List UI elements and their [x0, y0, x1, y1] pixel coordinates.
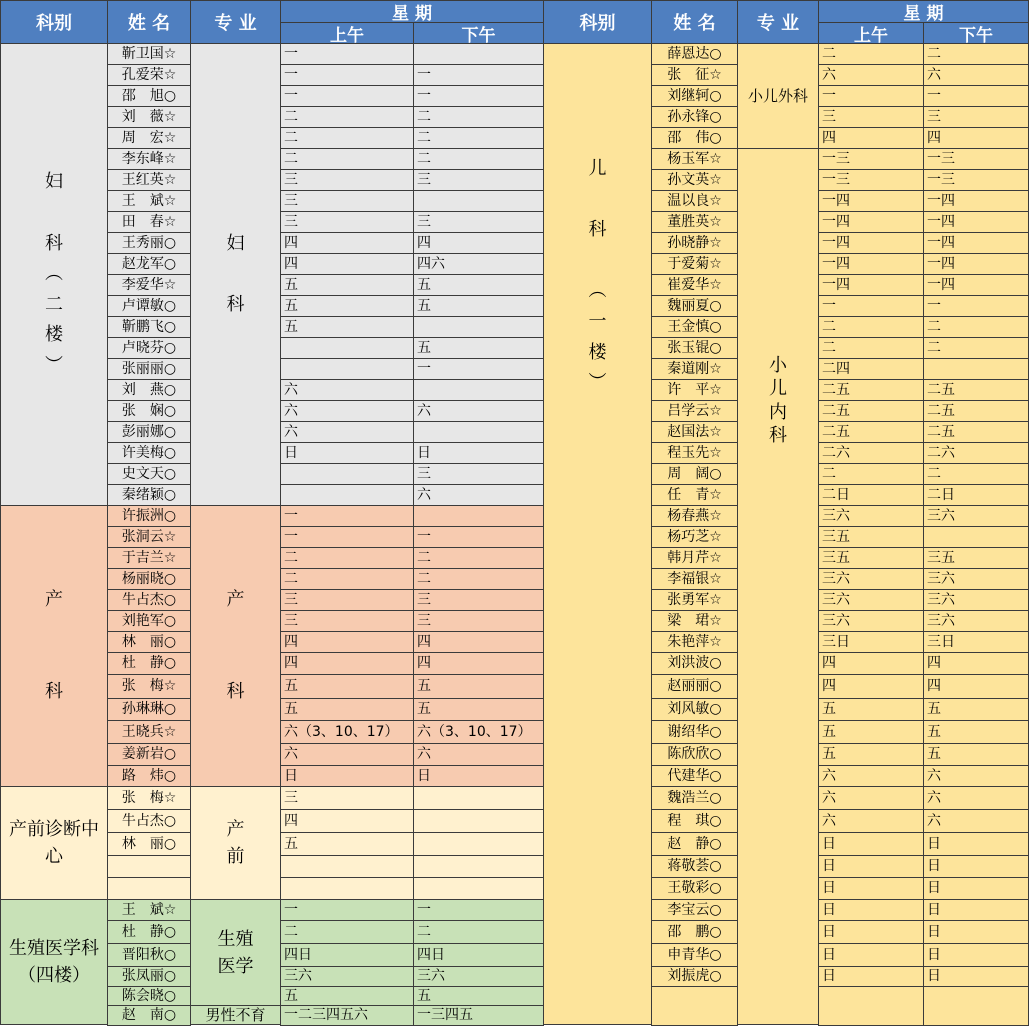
schedule-pm: 三 [413, 211, 544, 233]
schedule-am [818, 986, 924, 1026]
doctor-name: 赵丽丽○ [651, 674, 738, 699]
schedule-am: 一四 [818, 190, 924, 212]
schedule-pm: 三六 [923, 610, 1029, 632]
dept-obstetrics: 产 科 [0, 505, 108, 787]
doctor-name: 孙琳琳○ [107, 698, 191, 721]
schedule-am: 一 [280, 43, 414, 65]
doctor-name: 刘振虎○ [651, 966, 738, 987]
schedule-am: 日 [280, 442, 414, 464]
dept-pediatrics: 儿 科 ︵ 一 楼 ︶ [543, 43, 652, 1025]
schedule-am: 二 [280, 106, 414, 128]
schedule-am: 五 [280, 316, 414, 338]
schedule-am: 二 [280, 148, 414, 170]
doctor-name: 赵 南○ [107, 1005, 191, 1026]
doctor-name [107, 855, 191, 878]
doctor-name: 魏丽夏○ [651, 295, 738, 317]
doctor-name: 路 炜○ [107, 765, 191, 787]
doctor-name: 刘洪波○ [651, 652, 738, 675]
schedule-pm: 四 [923, 127, 1029, 149]
dept-reproductive: 生殖医学科 （四楼） [0, 899, 108, 1025]
schedule-am: 一 [280, 85, 414, 107]
schedule-pm [413, 877, 544, 900]
specialty-prenatal: 产 前 [190, 786, 281, 900]
schedule-pm: 五 [413, 986, 544, 1006]
specialty-pediatric-surgery: 小儿外科 [737, 43, 819, 149]
dept-gynecology: 妇 科 ︵ 二 楼 ︶ [0, 43, 108, 506]
header-dept-right: 科别 [543, 0, 652, 44]
schedule-pm: 一四 [923, 211, 1029, 233]
doctor-name: 彭丽娜○ [107, 421, 191, 443]
header-week-right: 星 期 [818, 0, 1029, 23]
schedule-am: 二六 [818, 442, 924, 464]
doctor-name: 张洞云☆ [107, 526, 191, 548]
schedule-am: 四 [818, 127, 924, 149]
doctor-name: 秦绪颖○ [107, 484, 191, 506]
doctor-name: 薛恩达○ [651, 43, 738, 65]
schedule-am: 三六 [818, 610, 924, 632]
schedule-am: 三五 [818, 547, 924, 569]
schedule-pm: 四 [923, 674, 1029, 699]
doctor-name: 刘风敏○ [651, 698, 738, 721]
schedule-am: 五 [818, 720, 924, 744]
dept-prenatal: 产前诊断中 心 [0, 786, 108, 900]
doctor-name: 朱艳萍☆ [651, 631, 738, 653]
schedule-pm: 日 [413, 765, 544, 787]
schedule-pm: 五 [413, 698, 544, 721]
schedule-am: 一四 [818, 232, 924, 254]
doctor-name: 张凤丽○ [107, 966, 191, 987]
doctor-name: 王秀丽○ [107, 232, 191, 254]
schedule-pm: 一三四五 [413, 1005, 544, 1026]
schedule-am: 一二三四五六 [280, 1005, 414, 1026]
header-name-left: 姓 名 [107, 0, 191, 44]
schedule-pm: 三六 [413, 966, 544, 987]
schedule-pm [923, 526, 1029, 548]
schedule-am: 一 [818, 85, 924, 107]
schedule-pm: 二 [923, 43, 1029, 65]
schedule-pm: 二 [923, 316, 1029, 338]
schedule-am: 五 [280, 832, 414, 856]
schedule-pm: 二五 [923, 400, 1029, 422]
doctor-name: 周 宏☆ [107, 127, 191, 149]
doctor-name: 邵 鹏○ [651, 920, 738, 944]
doctor-name: 王敬彩○ [651, 877, 738, 900]
schedule-am: 四 [280, 631, 414, 653]
schedule-am: 一 [818, 295, 924, 317]
schedule-pm: 一 [923, 85, 1029, 107]
schedule-am: 二 [280, 920, 414, 944]
schedule-pm: 一 [413, 358, 544, 380]
header-pm-right: 下午 [923, 22, 1029, 44]
schedule-am [280, 855, 414, 878]
doctor-name: 张勇军☆ [651, 589, 738, 611]
schedule-am: 一 [280, 899, 414, 921]
doctor-name: 代建华○ [651, 765, 738, 787]
schedule-pm: 一 [923, 295, 1029, 317]
schedule-am: 日 [818, 920, 924, 944]
doctor-name: 牛占杰○ [107, 809, 191, 833]
schedule-am: 六（3、10、17） [280, 720, 414, 744]
schedule-am: 二 [280, 547, 414, 569]
doctor-name: 许美梅○ [107, 442, 191, 464]
doctor-name: 卢谭敏○ [107, 295, 191, 317]
schedule-am: 二 [280, 568, 414, 590]
schedule-pm: 三五 [923, 547, 1029, 569]
schedule-pm: 六 [413, 400, 544, 422]
schedule-am: 五 [280, 274, 414, 296]
schedule-am: 三六 [818, 589, 924, 611]
doctor-name: 孙晓静☆ [651, 232, 738, 254]
schedule-am: 三日 [818, 631, 924, 653]
doctor-name: 王 斌☆ [107, 190, 191, 212]
schedule-pm: 一四 [923, 253, 1029, 275]
doctor-name: 靳鹏飞○ [107, 316, 191, 338]
schedule-am: 六 [818, 765, 924, 787]
doctor-name: 申青华○ [651, 943, 738, 967]
schedule-am: 五 [280, 986, 414, 1006]
schedule-pm [413, 505, 544, 527]
schedule-pm: 一四 [923, 190, 1029, 212]
schedule-pm [413, 832, 544, 856]
header-name-right: 姓 名 [651, 0, 738, 44]
schedule-am: 三六 [280, 966, 414, 987]
header-dept-left: 科别 [0, 0, 108, 44]
doctor-name: 谢绍华○ [651, 720, 738, 744]
schedule-am: 五 [818, 743, 924, 766]
schedule-am: 三 [280, 610, 414, 632]
doctor-name: 王红英☆ [107, 169, 191, 191]
header-am-left: 上午 [280, 22, 414, 44]
schedule-am: 三 [280, 211, 414, 233]
doctor-name: 孙永锋○ [651, 106, 738, 128]
schedule-am: 六 [280, 743, 414, 766]
schedule-pm: 二五 [923, 379, 1029, 401]
schedule-am: 三 [280, 190, 414, 212]
schedule-pm: 一 [413, 64, 544, 86]
specialty-pediatric-internal: 小 儿 内 科 [737, 148, 819, 1025]
doctor-name: 程 琪○ [651, 809, 738, 833]
schedule-am: 五 [280, 674, 414, 699]
doctor-name: 吕学云☆ [651, 400, 738, 422]
doctor-name: 崔爱华☆ [651, 274, 738, 296]
schedule-pm: 日 [923, 855, 1029, 878]
specialty-gynecology: 妇 科 [190, 43, 281, 506]
schedule-pm: 日 [923, 966, 1029, 987]
schedule-am: 日 [818, 899, 924, 921]
doctor-name: 王金慎○ [651, 316, 738, 338]
schedule-pm: 二日 [923, 484, 1029, 506]
schedule-pm: 一三 [923, 148, 1029, 170]
doctor-name: 张丽丽○ [107, 358, 191, 380]
doctor-name: 赵龙军○ [107, 253, 191, 275]
schedule-pm: 二 [923, 337, 1029, 359]
doctor-name: 许振洲○ [107, 505, 191, 527]
doctor-name: 李宝云○ [651, 899, 738, 921]
schedule-am: 三 [280, 169, 414, 191]
schedule-am: 六 [280, 379, 414, 401]
schedule-pm [413, 855, 544, 878]
doctor-name: 田 春☆ [107, 211, 191, 233]
doctor-name: 林 丽○ [107, 832, 191, 856]
doctor-name: 周 阔○ [651, 463, 738, 485]
schedule-pm: 二 [413, 148, 544, 170]
schedule-am: 日 [280, 765, 414, 787]
schedule-am [280, 358, 414, 380]
schedule-am: 三 [280, 786, 414, 810]
schedule-pm: 二 [413, 127, 544, 149]
specialty-reproductive: 生殖 医学 [190, 899, 281, 1006]
schedule-am: 一四 [818, 274, 924, 296]
schedule-am [280, 463, 414, 485]
schedule-pm [413, 421, 544, 443]
doctor-name: 赵 静○ [651, 832, 738, 856]
schedule-pm: 五 [413, 274, 544, 296]
doctor-name [107, 877, 191, 900]
doctor-name: 张 征☆ [651, 64, 738, 86]
doctor-name: 杨春燕☆ [651, 505, 738, 527]
schedule-am: 日 [818, 966, 924, 987]
schedule-pm: 日 [923, 943, 1029, 967]
schedule-am: 四日 [280, 943, 414, 967]
schedule-pm: 五 [923, 698, 1029, 721]
doctor-name: 程玉先☆ [651, 442, 738, 464]
header-specialty-left: 专 业 [190, 0, 281, 44]
schedule-pm: 日 [923, 832, 1029, 856]
schedule-pm: 二 [413, 547, 544, 569]
schedule-pm: 六 [413, 743, 544, 766]
schedule-pm: 一四 [923, 274, 1029, 296]
schedule-am: 一 [280, 505, 414, 527]
doctor-name: 杜 静○ [107, 652, 191, 675]
doctor-name: 刘 燕○ [107, 379, 191, 401]
schedule-am: 二五 [818, 421, 924, 443]
schedule-am [280, 877, 414, 900]
schedule-am: 六 [818, 809, 924, 833]
schedule-am: 四 [818, 674, 924, 699]
schedule-pm: 六 [923, 765, 1029, 787]
doctor-name: 梁 珺☆ [651, 610, 738, 632]
doctor-name: 李东峰☆ [107, 148, 191, 170]
schedule-am: 二五 [818, 379, 924, 401]
schedule-pm: 二 [413, 106, 544, 128]
schedule-am [280, 337, 414, 359]
schedule-pm: 三 [413, 463, 544, 485]
schedule-pm: 三日 [923, 631, 1029, 653]
doctor-name: 刘 薇☆ [107, 106, 191, 128]
schedule-am: 六 [818, 64, 924, 86]
doctor-name [651, 986, 738, 1026]
schedule-am: 二 [818, 337, 924, 359]
schedule-am: 一 [280, 526, 414, 548]
schedule-am: 二 [818, 43, 924, 65]
schedule-am: 三 [818, 106, 924, 128]
doctor-name: 杨玉军☆ [651, 148, 738, 170]
schedule-pm: 五 [413, 337, 544, 359]
doctor-name: 邵 伟○ [651, 127, 738, 149]
schedule-pm: 一三 [923, 169, 1029, 191]
doctor-name: 张 娴○ [107, 400, 191, 422]
schedule-am: 二 [818, 463, 924, 485]
schedule-am: 二 [280, 127, 414, 149]
doctor-name: 赵国法☆ [651, 421, 738, 443]
schedule-pm: 六 [923, 786, 1029, 810]
schedule-am [280, 484, 414, 506]
doctor-name: 陈欣欣○ [651, 743, 738, 766]
doctor-name: 魏浩兰○ [651, 786, 738, 810]
schedule-am: 六 [280, 400, 414, 422]
doctor-name: 任 青☆ [651, 484, 738, 506]
schedule-am: 四 [280, 652, 414, 675]
doctor-name: 杨巧芝☆ [651, 526, 738, 548]
doctor-name: 李爱华☆ [107, 274, 191, 296]
doctor-name: 牛占杰○ [107, 589, 191, 611]
schedule-pm: 四 [413, 232, 544, 254]
schedule-am: 一四 [818, 211, 924, 233]
schedule-pm [413, 190, 544, 212]
schedule-pm: 一 [413, 85, 544, 107]
schedule-am: 日 [818, 943, 924, 967]
doctor-name: 张 梅☆ [107, 786, 191, 810]
doctor-name: 林 丽○ [107, 631, 191, 653]
doctor-name: 董胜英☆ [651, 211, 738, 233]
schedule-am: 三六 [818, 505, 924, 527]
schedule-am: 五 [280, 698, 414, 721]
schedule-am: 一三 [818, 148, 924, 170]
schedule-am: 三六 [818, 568, 924, 590]
doctor-name: 秦道刚☆ [651, 358, 738, 380]
schedule-am: 五 [280, 295, 414, 317]
schedule-pm: 五 [413, 295, 544, 317]
schedule-pm: 三 [923, 106, 1029, 128]
schedule-pm: 二五 [923, 421, 1029, 443]
schedule-pm: 五 [413, 674, 544, 699]
doctor-name: 王晓兵☆ [107, 720, 191, 744]
schedule-am: 一三 [818, 169, 924, 191]
schedule-pm: 三六 [923, 505, 1029, 527]
schedule-pm: 三 [413, 169, 544, 191]
schedule-pm: 六 [923, 809, 1029, 833]
schedule-pm: 六 [413, 484, 544, 506]
doctor-name: 陈会晓○ [107, 986, 191, 1006]
schedule-am: 二日 [818, 484, 924, 506]
schedule-am: 二五 [818, 400, 924, 422]
doctor-name: 蒋敬荟○ [651, 855, 738, 878]
schedule-pm: 六 [923, 64, 1029, 86]
header-specialty-right: 专 业 [737, 0, 819, 44]
schedule-pm [413, 809, 544, 833]
doctor-name: 刘艳军○ [107, 610, 191, 632]
doctor-name: 卢晓芬○ [107, 337, 191, 359]
header-pm-left: 下午 [413, 22, 544, 44]
schedule-pm: 二 [413, 920, 544, 944]
schedule-pm: 二六 [923, 442, 1029, 464]
schedule-am: 六 [818, 786, 924, 810]
schedule-pm: 二 [923, 463, 1029, 485]
schedule-am: 六 [280, 421, 414, 443]
schedule-pm: 四 [923, 652, 1029, 675]
schedule-am: 一四 [818, 253, 924, 275]
schedule-pm: 四六 [413, 253, 544, 275]
doctor-name: 张玉锟○ [651, 337, 738, 359]
header-am-right: 上午 [818, 22, 924, 44]
schedule-pm: 三 [413, 589, 544, 611]
schedule-pm: 三六 [923, 589, 1029, 611]
specialty-obstetrics: 产 科 [190, 505, 281, 787]
doctor-name: 温以良☆ [651, 190, 738, 212]
doctor-name: 张 梅☆ [107, 674, 191, 699]
doctor-name: 靳卫国☆ [107, 43, 191, 65]
doctor-name: 杨丽晓○ [107, 568, 191, 590]
schedule-am: 四 [280, 232, 414, 254]
schedule-am: 日 [818, 877, 924, 900]
schedule-am: 四 [280, 253, 414, 275]
schedule-am: 二四 [818, 358, 924, 380]
schedule-pm [413, 43, 544, 65]
schedule-am: 二 [818, 316, 924, 338]
schedule-pm: 五 [923, 743, 1029, 766]
schedule-am: 三 [280, 589, 414, 611]
schedule-pm [923, 986, 1029, 1026]
doctor-name: 于吉兰☆ [107, 547, 191, 569]
doctor-name: 刘继轲○ [651, 85, 738, 107]
schedule-pm [413, 379, 544, 401]
schedule-am: 日 [818, 832, 924, 856]
doctor-name: 邵 旭○ [107, 85, 191, 107]
schedule-pm: 四日 [413, 943, 544, 967]
doctor-name: 孔爱荣☆ [107, 64, 191, 86]
schedule-pm: 二 [413, 568, 544, 590]
schedule-am: 日 [818, 855, 924, 878]
doctor-name: 晋阳秋○ [107, 943, 191, 967]
schedule-pm: 三 [413, 610, 544, 632]
schedule-pm [413, 316, 544, 338]
schedule-am: 四 [280, 809, 414, 833]
schedule-pm: 三六 [923, 568, 1029, 590]
schedule-am: 五 [818, 698, 924, 721]
schedule-am: 三五 [818, 526, 924, 548]
specialty-male-infertility: 男性不育 [190, 1005, 281, 1025]
schedule-pm: 六（3、10、17） [413, 720, 544, 744]
schedule-pm [923, 358, 1029, 380]
doctor-name: 许 平☆ [651, 379, 738, 401]
doctor-name: 于爱菊☆ [651, 253, 738, 275]
schedule-pm: 四 [413, 652, 544, 675]
schedule-pm [413, 786, 544, 810]
schedule-pm: 日 [923, 877, 1029, 900]
doctor-name: 王 斌☆ [107, 899, 191, 921]
schedule-pm: 日 [923, 899, 1029, 921]
schedule-pm: 一 [413, 899, 544, 921]
schedule-pm: 一 [413, 526, 544, 548]
doctor-name: 韩月芹☆ [651, 547, 738, 569]
schedule-pm: 五 [923, 720, 1029, 744]
doctor-name: 孙文英☆ [651, 169, 738, 191]
schedule-am: 四 [818, 652, 924, 675]
schedule-pm: 日 [923, 920, 1029, 944]
schedule-am: 一 [280, 64, 414, 86]
doctor-name: 史文天○ [107, 463, 191, 485]
header-week-left: 星 期 [280, 0, 544, 23]
schedule-pm: 日 [413, 442, 544, 464]
schedule-pm: 一四 [923, 232, 1029, 254]
doctor-name: 姜新岩○ [107, 743, 191, 766]
doctor-name: 李福银☆ [651, 568, 738, 590]
doctor-name: 杜 静○ [107, 920, 191, 944]
schedule-pm: 四 [413, 631, 544, 653]
